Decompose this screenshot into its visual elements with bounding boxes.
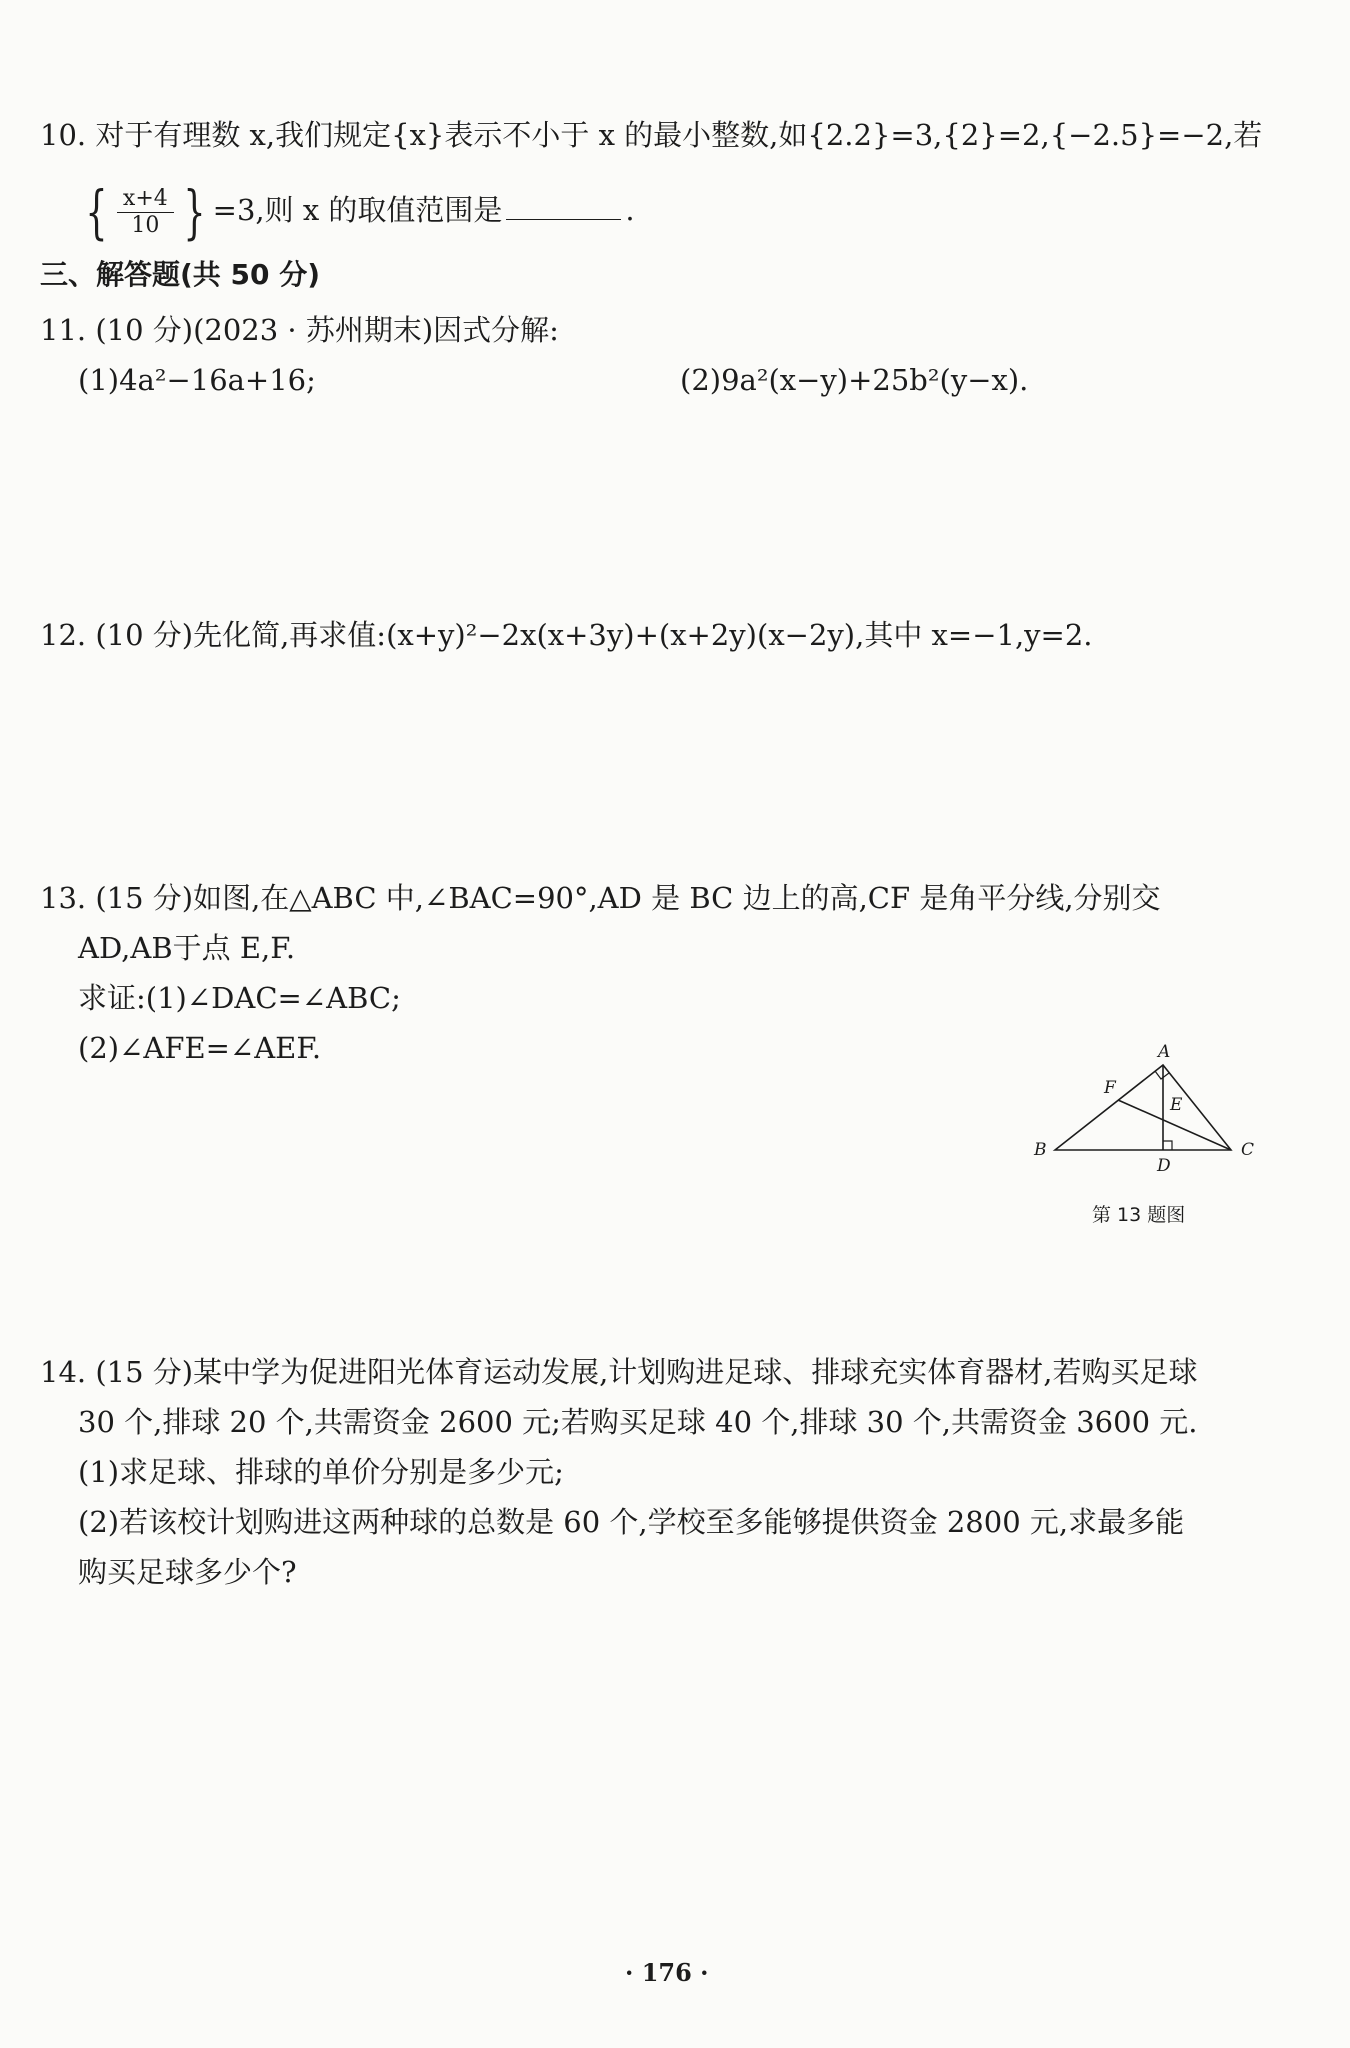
q11-part2: (2)9a²(x−y)+25b²(y−x). bbox=[680, 363, 1029, 397]
q14-part2-line2: 购买足球多少个? bbox=[78, 1555, 297, 1589]
q10-line2 bbox=[78, 175, 635, 245]
q14-part2-line1: (2)若该校计划购进这两种球的总数是 60 个,学校至多能够提供资金 2800 元,求最多能 bbox=[78, 1505, 1185, 1539]
fraction-denominator: 10 bbox=[131, 212, 160, 238]
q10-line2-end: . bbox=[625, 193, 635, 227]
q13-stem-line2: AD,AB于点 E,F. bbox=[78, 931, 296, 965]
q13-prove2: (2)∠AFE=∠AEF. bbox=[78, 1031, 322, 1065]
fraction-numerator: x+4 bbox=[117, 186, 174, 213]
label-a: A bbox=[1158, 1042, 1171, 1062]
q11-stem: 11. (10 分)(2023 · 苏州期末)因式分解: bbox=[40, 313, 559, 347]
q11-part1: (1)4a²−16a+16; bbox=[78, 363, 316, 397]
label-c: C bbox=[1241, 1140, 1255, 1160]
triangle-abc bbox=[1055, 1065, 1231, 1150]
right-brace: } bbox=[183, 178, 206, 246]
left-brace: { bbox=[85, 178, 108, 246]
page-number: · 176 · bbox=[625, 1958, 709, 1987]
fraction bbox=[117, 186, 174, 239]
section-heading: 三、解答题(共 50 分) bbox=[40, 258, 321, 291]
q10-line2-suffix: =3,则 x 的取值范围是 bbox=[212, 193, 503, 227]
answer-blank[interactable] bbox=[506, 189, 621, 220]
figure-caption: 第 13 题图 bbox=[1092, 1204, 1186, 1226]
right-angle-mark-d bbox=[1163, 1141, 1172, 1150]
label-e: E bbox=[1170, 1095, 1183, 1115]
q13-prove1: 求证:(1)∠DAC=∠ABC; bbox=[78, 981, 401, 1015]
triangle-figure bbox=[1020, 1035, 1270, 1175]
label-d: D bbox=[1157, 1156, 1171, 1175]
right-angle-mark-a bbox=[1155, 1071, 1169, 1079]
q10-line1: 10. 对于有理数 x,我们规定{x}表示不小于 x 的最小整数,如{2.2}=3,{2}=2,{−2.5}=−2,若 bbox=[40, 118, 1263, 152]
q14-line1: 14. (15 分)某中学为促进阳光体育运动发展,计划购进足球、排球充实体育器材,若购买足球 bbox=[40, 1355, 1198, 1389]
label-b: B bbox=[1034, 1140, 1047, 1160]
q12-stem: 12. (10 分)先化简,再求值:(x+y)²−2x(x+3y)+(x+2y)(x−2y),其中 x=−1,y=2. bbox=[40, 618, 1093, 652]
q14-part1: (1)求足球、排球的单价分别是多少元; bbox=[78, 1455, 564, 1489]
q13-stem-line1: 13. (15 分)如图,在△ABC 中,∠BAC=90°,AD 是 BC 边上的高,CF 是角平分线,分别交 bbox=[40, 881, 1161, 915]
label-f: F bbox=[1104, 1078, 1116, 1098]
q14-line2: 30 个,排球 20 个,共需资金 2600 元;若购买足球 40 个,排球 30 个,共需资金 3600 元. bbox=[78, 1405, 1198, 1439]
